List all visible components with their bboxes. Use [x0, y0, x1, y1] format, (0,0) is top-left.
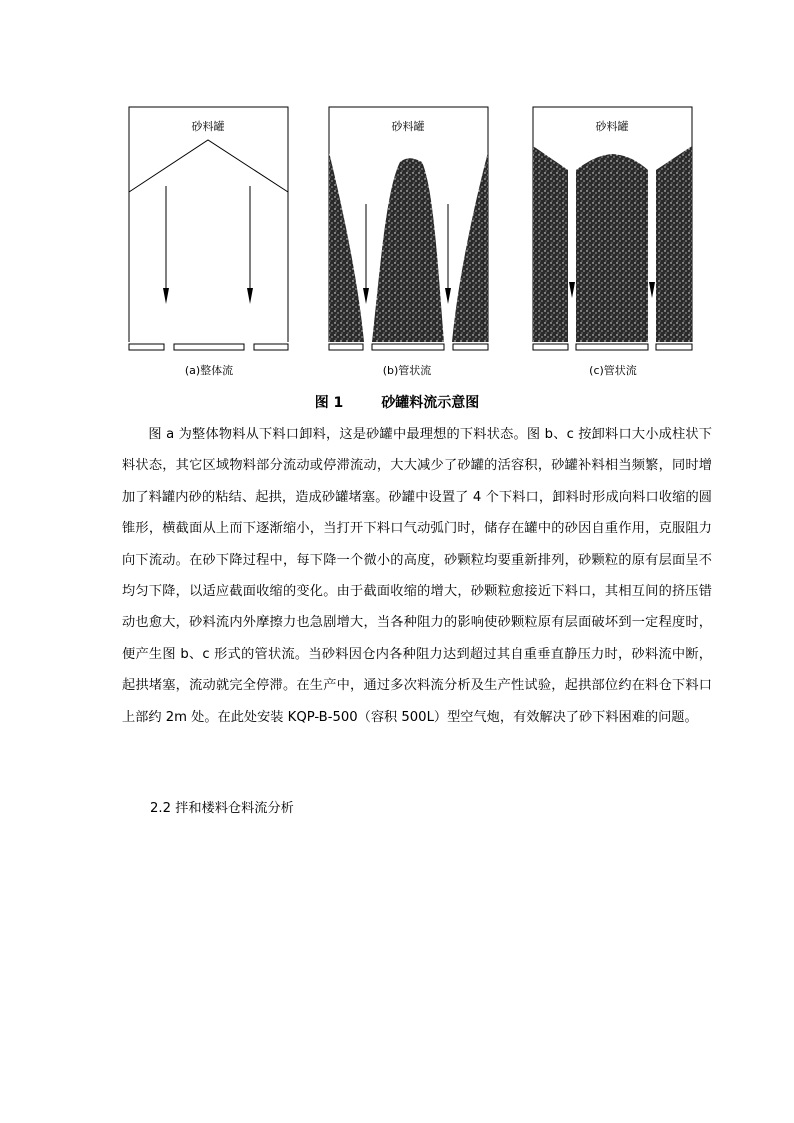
- panel-b-diagram: [328, 100, 498, 355]
- panel-b-label: (b)管状流: [382, 364, 432, 377]
- panel-a-label: (a)整体流: [184, 364, 234, 377]
- body-paragraph: 图 a 为整体物料从下料口卸料，这是砂罐中最理想的下料状态。图 b、c 按卸料口大小成柱状下料状态，其它区域物料部分流动或停滞流动，大大减少了砂罐的活容积，砂罐补料相当频繁，同时增加了料罐内砂的粘结、起拱，造成砂罐堵塞。砂罐中设置了 4 个下料口，卸料时形成向料口收缩的圆锥形，横截面从上而下逐渐缩小，当打开下料口气动弧门时，储存在罐中的砂因自重作用，克服阻力向下流动。在砂下降过程中，每下降一个微小的高度，砂颗粒均要重新排列，砂颗粒的原有层面呈不均匀下降，以适应截面收缩的变化。由于截面收缩的增大，砂颗粒愈接近下料口，其相互间的挤压错动也愈大，砂料流内外摩擦力也急剧增大，当各种阻力的影响使砂颗粒原有层面破坏到一定程度时，便产生图 b、c 形式的管状流。当砂料因仓内各种阻力达到超过其自重垂直静压力时，砂料流中断，起拱堵塞，流动就完全停滞。在生产中，通过多次料流分析及生产性试验，起拱部位约在料仓下料口上部约 2m 处。在此处安装 KQP-B-500（容积 500L）型空气炮，有效解决了砂下料困难的问题。: [122, 427, 712, 725]
- body-text: [122, 419, 712, 733]
- panel-a: [128, 100, 298, 377]
- panel-b-tank-label: 砂料罐: [391, 120, 425, 133]
- panel-a-diagram: [128, 100, 298, 355]
- panel-c-label: (c)管状流: [589, 364, 637, 377]
- panel-c: [532, 100, 702, 377]
- section-heading: 2.2 拌和楼料仓料流分析: [150, 801, 294, 816]
- figure-caption-number: 图 1: [314, 395, 344, 411]
- panel-c-tank-label: 砂料罐: [595, 120, 629, 133]
- panel-c-diagram: [532, 100, 702, 355]
- panel-a-tank-label: 砂料罐: [191, 120, 225, 133]
- panel-b: [328, 100, 498, 377]
- figure-sand-flow: [118, 100, 708, 390]
- figure-caption: [0, 392, 794, 412]
- figure-caption-title: 砂罐料流示意图: [381, 395, 480, 411]
